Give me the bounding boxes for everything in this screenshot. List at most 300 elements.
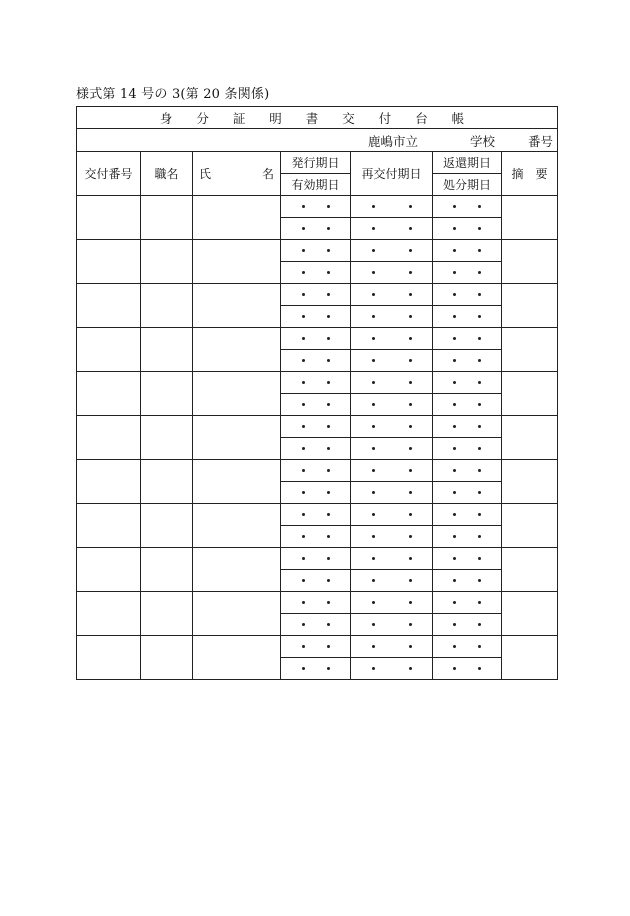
date-separator-dots <box>351 513 432 516</box>
date-separator-dots <box>351 381 432 384</box>
date-dot <box>453 513 456 516</box>
cell-return-date[interactable] <box>433 636 502 658</box>
date-separator-dots <box>281 623 350 626</box>
cell-disposal-date[interactable] <box>433 614 502 636</box>
date-dot <box>302 271 305 274</box>
date-dot <box>453 535 456 538</box>
cell-valid-date[interactable] <box>281 306 351 328</box>
date-separator-dots <box>351 227 432 230</box>
cell-name[interactable] <box>193 196 281 240</box>
date-dot <box>372 667 375 670</box>
cell-issue-date[interactable] <box>281 416 351 438</box>
cell-remarks[interactable] <box>502 504 558 548</box>
date-separator-dots <box>281 271 350 274</box>
date-dot <box>478 513 481 516</box>
cell-valid-date[interactable] <box>281 658 351 680</box>
ledger-title: 身 分 証 明 書 交 付 台 帳 <box>77 107 558 129</box>
date-dot <box>327 447 330 450</box>
date-separator-dots <box>433 623 501 626</box>
cell-name[interactable] <box>193 548 281 592</box>
date-separator-dots <box>433 293 501 296</box>
date-separator-dots <box>351 469 432 472</box>
date-separator-dots <box>351 315 432 318</box>
date-dot <box>478 425 481 428</box>
date-separator-dots <box>351 601 432 604</box>
cell-valid-date[interactable] <box>281 350 351 372</box>
cell-remarks[interactable] <box>502 460 558 504</box>
cell-reissue-date-1[interactable] <box>351 196 433 218</box>
date-dot <box>409 513 412 516</box>
cell-reissue-date-2[interactable] <box>351 570 433 592</box>
date-separator-dots <box>351 359 432 362</box>
cell-valid-date[interactable] <box>281 218 351 240</box>
date-dot <box>302 491 305 494</box>
table-row <box>77 284 558 306</box>
date-dot <box>453 293 456 296</box>
cell-valid-date[interactable] <box>281 570 351 592</box>
date-separator-dots <box>351 293 432 296</box>
date-dot <box>478 645 481 648</box>
date-separator-dots <box>433 271 501 274</box>
date-dot <box>478 535 481 538</box>
date-dot <box>327 557 330 560</box>
date-dot <box>453 447 456 450</box>
date-dot <box>327 601 330 604</box>
date-dot <box>409 359 412 362</box>
date-dot <box>372 623 375 626</box>
date-dot <box>409 535 412 538</box>
date-dot <box>372 469 375 472</box>
date-dot <box>453 645 456 648</box>
date-dot <box>327 205 330 208</box>
date-dot <box>372 381 375 384</box>
date-dot <box>453 315 456 318</box>
cell-reissue-date-2[interactable] <box>351 526 433 548</box>
cell-name[interactable] <box>193 504 281 548</box>
cell-issue-date[interactable] <box>281 504 351 526</box>
date-dot <box>478 623 481 626</box>
table-row <box>77 372 558 394</box>
date-separator-dots <box>433 491 501 494</box>
date-dot <box>478 205 481 208</box>
cell-remarks[interactable] <box>502 240 558 284</box>
date-separator-dots <box>281 249 350 252</box>
cell-reissue-date-2[interactable] <box>351 394 433 416</box>
header-name <box>193 152 281 196</box>
date-dot <box>453 491 456 494</box>
date-dot <box>478 315 481 318</box>
date-separator-dots <box>351 535 432 538</box>
date-dot <box>302 227 305 230</box>
cell-disposal-date[interactable] <box>433 306 502 328</box>
header-valid-date: 有効期日 <box>281 174 351 196</box>
date-separator-dots <box>281 447 350 450</box>
cell-position[interactable] <box>141 592 193 636</box>
date-dot <box>302 205 305 208</box>
date-dot <box>302 315 305 318</box>
header-name-left: 氏 <box>199 167 212 181</box>
header-name-right: 名 <box>261 167 274 181</box>
date-dot <box>409 557 412 560</box>
date-separator-dots <box>351 557 432 560</box>
date-dot <box>327 315 330 318</box>
cell-name[interactable] <box>193 460 281 504</box>
date-separator-dots <box>281 601 350 604</box>
cell-disposal-date[interactable] <box>433 570 502 592</box>
cell-return-date[interactable] <box>433 504 502 526</box>
cell-issue-date[interactable] <box>281 460 351 482</box>
cell-reissue-date-2[interactable] <box>351 306 433 328</box>
date-separator-dots <box>281 227 350 230</box>
table-row <box>77 548 558 570</box>
table-row <box>77 504 558 526</box>
cell-issue-no[interactable] <box>77 284 141 328</box>
date-separator-dots <box>351 667 432 670</box>
cell-issue-no[interactable] <box>77 240 141 284</box>
date-dot <box>372 227 375 230</box>
header-issue-no: 交付番号 <box>77 152 141 196</box>
date-dot <box>302 293 305 296</box>
cell-remarks[interactable] <box>502 196 558 240</box>
date-dot <box>302 579 305 582</box>
cell-disposal-date[interactable] <box>433 482 502 504</box>
cell-position[interactable] <box>141 240 193 284</box>
date-separator-dots <box>281 425 350 428</box>
date-dot <box>372 315 375 318</box>
cell-disposal-date[interactable] <box>433 658 502 680</box>
header-reissue-date: 再交付期日 <box>351 152 433 196</box>
date-dot <box>409 491 412 494</box>
cell-return-date[interactable] <box>433 592 502 614</box>
date-dot <box>327 645 330 648</box>
date-dot <box>409 645 412 648</box>
cell-valid-date[interactable] <box>281 526 351 548</box>
cell-remarks[interactable] <box>502 548 558 592</box>
cell-issue-no[interactable] <box>77 196 141 240</box>
date-dot <box>372 271 375 274</box>
date-dot <box>478 601 481 604</box>
cell-position[interactable] <box>141 504 193 548</box>
cell-reissue-date-2[interactable] <box>351 438 433 460</box>
date-separator-dots <box>433 425 501 428</box>
date-separator-dots <box>281 381 350 384</box>
cell-remarks[interactable] <box>502 416 558 460</box>
cell-issue-date[interactable] <box>281 636 351 658</box>
cell-remarks[interactable] <box>502 328 558 372</box>
cell-position[interactable] <box>141 328 193 372</box>
date-dot <box>327 667 330 670</box>
date-dot <box>409 447 412 450</box>
cell-name[interactable] <box>193 592 281 636</box>
date-separator-dots <box>433 645 501 648</box>
cell-name[interactable] <box>193 284 281 328</box>
date-separator-dots <box>281 337 350 340</box>
table-row <box>77 592 558 614</box>
date-separator-dots <box>433 535 501 538</box>
date-dot <box>372 535 375 538</box>
cell-valid-date[interactable] <box>281 438 351 460</box>
date-dot <box>478 491 481 494</box>
cell-name[interactable] <box>193 416 281 460</box>
cell-reissue-date-2[interactable] <box>351 614 433 636</box>
date-separator-dots <box>433 337 501 340</box>
date-separator-dots <box>281 557 350 560</box>
date-dot <box>478 667 481 670</box>
date-dot <box>327 359 330 362</box>
date-dot <box>327 469 330 472</box>
cell-issue-no[interactable] <box>77 592 141 636</box>
date-dot <box>453 469 456 472</box>
date-dot <box>409 271 412 274</box>
cell-position[interactable] <box>141 636 193 680</box>
date-dot <box>302 645 305 648</box>
table-row <box>77 196 558 218</box>
table-row <box>77 240 558 262</box>
date-dot <box>302 337 305 340</box>
date-separator-dots <box>433 359 501 362</box>
date-dot <box>327 249 330 252</box>
date-separator-dots <box>281 579 350 582</box>
cell-position[interactable] <box>141 416 193 460</box>
date-dot <box>302 623 305 626</box>
date-dot <box>453 601 456 604</box>
cell-reissue-date-2[interactable] <box>351 262 433 284</box>
cell-name[interactable] <box>193 372 281 416</box>
cell-issue-no[interactable] <box>77 504 141 548</box>
date-separator-dots <box>433 249 501 252</box>
cell-return-date[interactable] <box>433 328 502 350</box>
date-separator-dots <box>281 293 350 296</box>
cell-position[interactable] <box>141 548 193 592</box>
cell-remarks[interactable] <box>502 284 558 328</box>
cell-issue-no[interactable] <box>77 416 141 460</box>
date-dot <box>302 249 305 252</box>
cell-valid-date[interactable] <box>281 262 351 284</box>
cell-return-date[interactable] <box>433 372 502 394</box>
school-label: 学校 <box>470 134 496 149</box>
date-dot <box>453 425 456 428</box>
date-separator-dots <box>433 227 501 230</box>
date-dot <box>409 667 412 670</box>
cell-remarks[interactable] <box>502 592 558 636</box>
date-separator-dots <box>351 337 432 340</box>
date-dot <box>372 337 375 340</box>
date-dot <box>478 293 481 296</box>
cell-reissue-date-1[interactable] <box>351 548 433 570</box>
date-dot <box>453 205 456 208</box>
cell-position[interactable] <box>141 284 193 328</box>
date-separator-dots <box>351 645 432 648</box>
date-dot <box>372 403 375 406</box>
date-separator-dots <box>433 513 501 516</box>
cell-remarks[interactable] <box>502 372 558 416</box>
cell-name[interactable] <box>193 240 281 284</box>
date-dot <box>478 403 481 406</box>
date-separator-dots <box>281 359 350 362</box>
cell-name[interactable] <box>193 328 281 372</box>
cell-name[interactable] <box>193 636 281 680</box>
cell-reissue-date-1[interactable] <box>351 240 433 262</box>
date-separator-dots <box>433 469 501 472</box>
date-separator-dots <box>433 447 501 450</box>
date-dot <box>372 579 375 582</box>
date-dot <box>372 205 375 208</box>
date-dot <box>409 425 412 428</box>
date-dot <box>327 513 330 516</box>
cell-return-date[interactable] <box>433 460 502 482</box>
date-dot <box>409 205 412 208</box>
cell-disposal-date[interactable] <box>433 262 502 284</box>
cell-disposal-date[interactable] <box>433 394 502 416</box>
cell-return-date[interactable] <box>433 284 502 306</box>
date-dot <box>409 601 412 604</box>
cell-issue-no[interactable] <box>77 328 141 372</box>
date-dot <box>478 249 481 252</box>
date-separator-dots <box>433 667 501 670</box>
cell-issue-no[interactable] <box>77 372 141 416</box>
date-dot <box>409 381 412 384</box>
date-dot <box>302 601 305 604</box>
date-dot <box>453 579 456 582</box>
date-dot <box>327 293 330 296</box>
date-separator-dots <box>281 315 350 318</box>
cell-reissue-date-1[interactable] <box>351 592 433 614</box>
cell-reissue-date-2[interactable] <box>351 350 433 372</box>
cell-issue-no[interactable] <box>77 636 141 680</box>
date-separator-dots <box>351 205 432 208</box>
cell-valid-date[interactable] <box>281 394 351 416</box>
cell-issue-date[interactable] <box>281 196 351 218</box>
date-separator-dots <box>351 623 432 626</box>
cell-return-date[interactable] <box>433 548 502 570</box>
header-disposal-date: 処分期日 <box>433 174 502 196</box>
date-dot <box>453 249 456 252</box>
cell-reissue-date-2[interactable] <box>351 218 433 240</box>
cell-reissue-date-1[interactable] <box>351 504 433 526</box>
date-dot <box>478 359 481 362</box>
date-dot <box>302 557 305 560</box>
date-dot <box>409 403 412 406</box>
date-separator-dots <box>351 491 432 494</box>
table-row <box>77 416 558 438</box>
cell-return-date[interactable] <box>433 196 502 218</box>
cell-issue-date[interactable] <box>281 592 351 614</box>
cell-reissue-date-1[interactable] <box>351 416 433 438</box>
date-dot <box>372 513 375 516</box>
date-separator-dots <box>281 513 350 516</box>
date-dot <box>409 249 412 252</box>
date-dot <box>409 315 412 318</box>
date-dot <box>302 403 305 406</box>
cell-reissue-date-1[interactable] <box>351 284 433 306</box>
date-separator-dots <box>433 403 501 406</box>
date-dot <box>478 557 481 560</box>
date-dot <box>372 601 375 604</box>
date-dot <box>409 579 412 582</box>
school-line <box>77 129 558 152</box>
date-separator-dots <box>351 447 432 450</box>
date-dot <box>478 227 481 230</box>
cell-position[interactable] <box>141 196 193 240</box>
cell-valid-date[interactable] <box>281 614 351 636</box>
cell-reissue-date-1[interactable] <box>351 636 433 658</box>
cell-disposal-date[interactable] <box>433 218 502 240</box>
cell-return-date[interactable] <box>433 240 502 262</box>
date-dot <box>372 447 375 450</box>
cell-valid-date[interactable] <box>281 482 351 504</box>
date-dot <box>409 623 412 626</box>
cell-disposal-date[interactable] <box>433 438 502 460</box>
cell-return-date[interactable] <box>433 416 502 438</box>
date-dot <box>372 491 375 494</box>
date-dot <box>302 469 305 472</box>
header-position: 職名 <box>141 152 193 196</box>
cell-issue-no[interactable] <box>77 460 141 504</box>
date-dot <box>409 469 412 472</box>
date-dot <box>372 425 375 428</box>
date-dot <box>478 447 481 450</box>
date-separator-dots <box>433 579 501 582</box>
cell-issue-date[interactable] <box>281 372 351 394</box>
date-separator-dots <box>351 271 432 274</box>
header-return-date: 返還期日 <box>433 152 502 174</box>
table-row <box>77 460 558 482</box>
cell-disposal-date[interactable] <box>433 350 502 372</box>
date-dot <box>302 381 305 384</box>
date-dot <box>302 513 305 516</box>
cell-issue-date[interactable] <box>281 548 351 570</box>
cell-issue-no[interactable] <box>77 548 141 592</box>
date-separator-dots <box>281 667 350 670</box>
date-dot <box>327 227 330 230</box>
cell-reissue-date-2[interactable] <box>351 482 433 504</box>
date-separator-dots <box>351 579 432 582</box>
date-dot <box>372 557 375 560</box>
date-dot <box>327 271 330 274</box>
id-issue-ledger-table <box>76 106 558 680</box>
cell-reissue-date-2[interactable] <box>351 658 433 680</box>
cell-reissue-date-1[interactable] <box>351 460 433 482</box>
date-dot <box>478 271 481 274</box>
date-separator-dots <box>433 315 501 318</box>
date-separator-dots <box>351 403 432 406</box>
date-separator-dots <box>281 469 350 472</box>
cell-issue-date[interactable] <box>281 240 351 262</box>
date-dot <box>453 403 456 406</box>
date-dot <box>478 381 481 384</box>
school-city-label: 鹿嶋市立 <box>368 134 419 149</box>
date-separator-dots <box>281 645 350 648</box>
cell-reissue-date-1[interactable] <box>351 328 433 350</box>
date-separator-dots <box>281 205 350 208</box>
date-dot <box>327 535 330 538</box>
cell-position[interactable] <box>141 372 193 416</box>
date-dot <box>453 623 456 626</box>
date-dot <box>302 667 305 670</box>
date-dot <box>302 447 305 450</box>
date-dot <box>372 645 375 648</box>
cell-position[interactable] <box>141 460 193 504</box>
cell-disposal-date[interactable] <box>433 526 502 548</box>
date-dot <box>453 337 456 340</box>
cell-issue-date[interactable] <box>281 328 351 350</box>
table-row <box>77 328 558 350</box>
date-dot <box>478 469 481 472</box>
cell-remarks[interactable] <box>502 636 558 680</box>
cell-reissue-date-1[interactable] <box>351 372 433 394</box>
cell-issue-date[interactable] <box>281 284 351 306</box>
school-number-label: 番号 <box>528 134 554 149</box>
